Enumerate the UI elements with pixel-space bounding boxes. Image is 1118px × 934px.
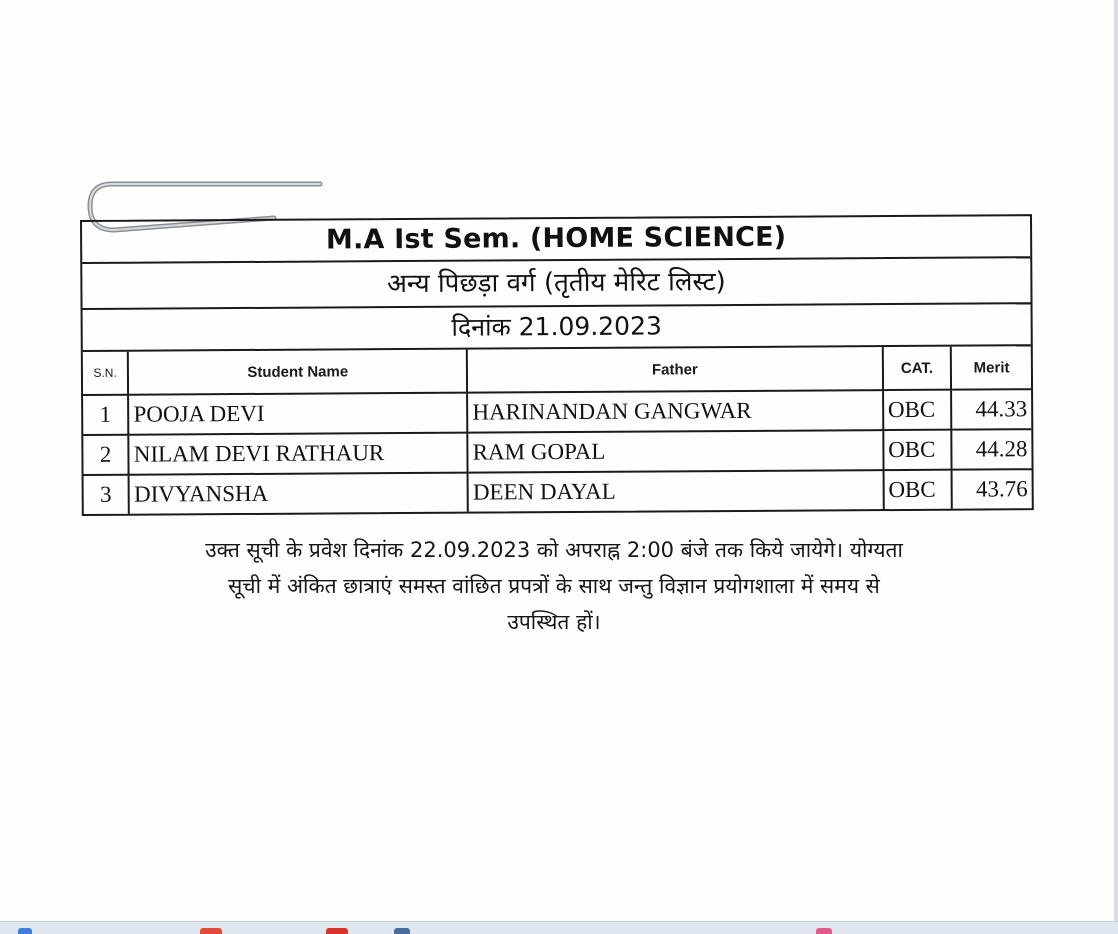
cell-merit: 43.76: [952, 469, 1032, 508]
notice-line: सूची में अंकित छात्राएं समस्त वांछित प्रपत्रों के साथ जन्तु विज्ञान प्रयोगशाला में समय से: [228, 574, 880, 598]
table-row: [83, 389, 1031, 435]
header-merit: Merit: [951, 346, 1031, 389]
header-student-name: Student Name: [128, 350, 467, 395]
taskbar-app-icon[interactable]: [200, 928, 222, 934]
category-heading: अन्य पिछड़ा वर्ग (तृतीय मेरिट लिस्ट): [82, 258, 1030, 310]
cell-student-name: DIVYANSHA: [129, 473, 468, 514]
cell-category: OBC: [883, 470, 952, 509]
taskbar: [0, 921, 1118, 934]
cell-student-name: POOJA DEVI: [128, 393, 467, 435]
cell-student-name: NILAM DEVI RATHAUR: [129, 433, 468, 475]
window-edge: [1114, 0, 1118, 934]
header-father: Father: [467, 347, 883, 393]
taskbar-app-icon[interactable]: [816, 928, 832, 934]
admission-notice: [94, 532, 1014, 640]
cell-category: OBC: [883, 430, 952, 470]
taskbar-app-icon[interactable]: [326, 928, 348, 934]
cell-father: DEEN DAYAL: [468, 470, 884, 512]
cell-merit: 44.33: [951, 389, 1031, 429]
cell-father: HARINANDAN GANGWAR: [467, 390, 883, 433]
table-row: [84, 469, 1032, 514]
merit-table: [83, 346, 1032, 514]
cell-sn: 3: [84, 475, 130, 514]
notice-line: उक्त सूची के प्रवेश दिनांक 22.09.2023 को अपराह्न 2:00 बंजे तक किये जायेगे। योग्यता: [205, 538, 903, 562]
cell-sn: 2: [83, 435, 129, 475]
cell-father: RAM GOPAL: [468, 430, 884, 473]
taskbar-app-icon[interactable]: [18, 928, 32, 934]
header-sn: S.N.: [83, 352, 129, 395]
table-row: [83, 429, 1031, 475]
cell-sn: 1: [83, 395, 129, 435]
notice-line: उपस्थित हों।: [507, 610, 601, 634]
merit-list-sheet: [80, 214, 1034, 516]
document-title: M.A Ist Sem. (HOME SCIENCE): [82, 216, 1030, 264]
cell-category: OBC: [883, 390, 952, 430]
list-date: दिनांक 21.09.2023: [83, 304, 1031, 352]
taskbar-app-icon[interactable]: [394, 928, 410, 934]
header-category: CAT.: [883, 347, 952, 390]
table-header-row: [83, 346, 1031, 395]
cell-merit: 44.28: [952, 429, 1032, 469]
